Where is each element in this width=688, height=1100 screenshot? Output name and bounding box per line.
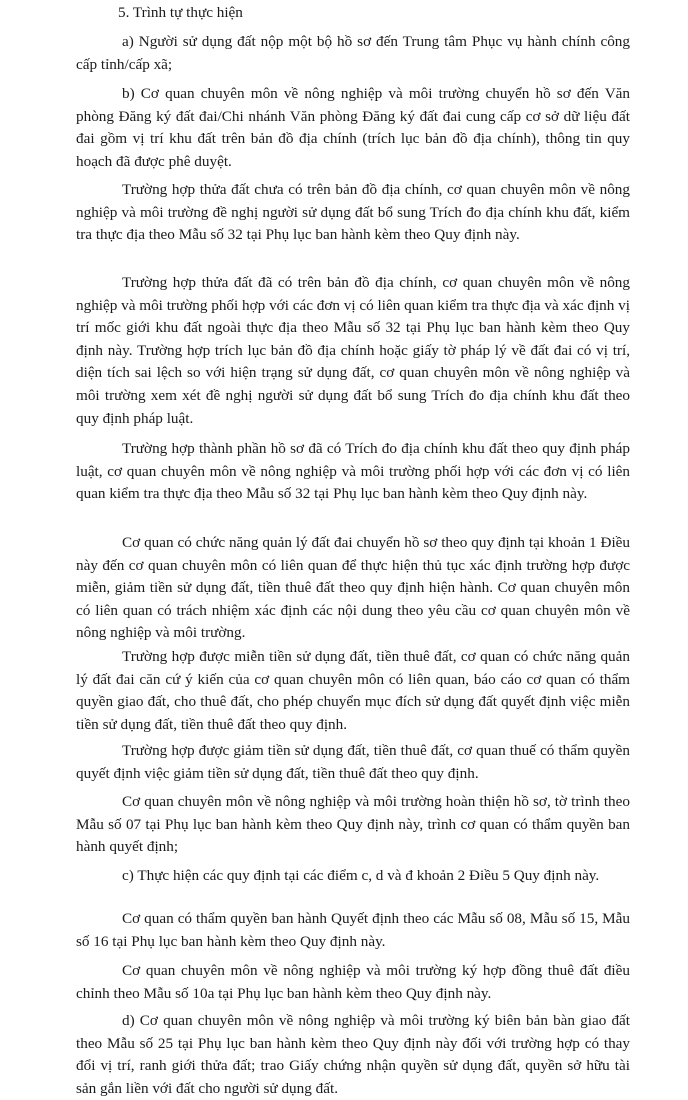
paragraph-land-agency: Cơ quan có chức năng quản lý đất đai chuyển hồ sơ theo quy định tại khoản 1 Điều này đến cơ quan chuyên môn có liên quan để thực hiện thủ tục xác định trường hợp được miễn, giảm tiền sử dụng đất, tiền thuê đất theo quy định hiện hành. Cơ quan chuyên môn có liên quan có trách nhiệm xác định các nội dung theo yêu cầu cơ quan chuyên môn về nông nghiệp và môi trường.	[76, 534, 630, 642]
paragraph-exemption: Trường hợp được miễn tiền sử dụng đất, tiền thuê đất, cơ quan có chức năng quản lý đất đai căn cứ ý kiến của cơ quan chuyên môn có liên quan, báo cáo cơ quan có thẩm quyền giao đất, cho thuê đất, cho phép chuyển mục đích sử dụng đất quyết định việc miễn tiền sử dụng đất, tiền thuê đất theo quy định.	[76, 648, 630, 733]
paragraph-c: c) Thực hiện các quy định tại các điểm c, d và đ khoản 2 Điều 5 Quy định này.	[122, 867, 600, 884]
paragraph-lease-contract: Cơ quan chuyên môn về nông nghiệp và môi trường ký hợp đồng thuê đất điều chỉnh theo Mẫu số 10a tại Phụ lục ban hành kèm theo Quy định này.	[76, 962, 630, 1002]
paragraph-b: b) Cơ quan chuyên môn về nông nghiệp và môi trường chuyển hồ sơ đến Văn phòng Đăng ký đất đai/Chi nhánh Văn phòng Đăng ký đất đai cung cấp cơ sở dữ liệu đất đai gồm vị trí khu đất trên bản đồ địa chính (trích lục bản đồ địa chính), thông tin quy hoạch đã được phê duyệt.	[76, 85, 630, 170]
paragraph-submission: Cơ quan chuyên môn về nông nghiệp và môi trường hoàn thiện hồ sơ, tờ trình theo Mẫu số 07 tại Phụ lục ban hành kèm theo Quy định này, trình cơ quan có thẩm quyền ban hành quyết định;	[76, 793, 630, 856]
paragraph-has-survey: Trường hợp thành phần hồ sơ đã có Trích đo địa chính khu đất theo quy định pháp luật, cơ quan chuyên môn về nông nghiệp và môi trường phối hợp với các đơn vị có liên quan kiểm tra thực địa theo Mẫu số 32 tại Phụ lục ban hành kèm theo Quy định này.	[76, 440, 630, 503]
paragraph-no-map: Trường hợp thửa đất chưa có trên bản đồ địa chính, cơ quan chuyên môn về nông nghiệp và môi trường đề nghị người sử dụng đất bổ sung Trích đo địa chính khu đất, kiểm tra thực địa theo Mẫu số 32 tại Phụ lục ban hành kèm theo Quy định này.	[76, 181, 630, 244]
paragraph-decision: Cơ quan có thẩm quyền ban hành Quyết định theo các Mẫu số 08, Mẫu số 15, Mẫu số 16 tại Phụ lục ban hành kèm theo Quy định này.	[76, 910, 630, 950]
section-heading: 5. Trình tự thực hiện	[118, 4, 243, 21]
paragraph-has-map: Trường hợp thửa đất đã có trên bản đồ địa chính, cơ quan chuyên môn về nông nghiệp và môi trường phối hợp với các đơn vị có liên quan kiểm tra thực địa và xác định vị trí mốc giới khu đất ngoài thực địa theo Mẫu số 32 tại Phụ lục ban hành kèm theo Quy định này. Trường hợp trích lục bản đồ địa chính hoặc giấy tờ pháp lý về đất đai có vị trí, diện tích sai lệch so với hiện trạng sử dụng đất, cơ quan chuyên môn về nông nghiệp và môi trường xem xét đề nghị người sử dụng đất bổ sung Trích đo địa chính khu đất theo quy định pháp luật.	[76, 274, 630, 427]
paragraph-d: d) Cơ quan chuyên môn về nông nghiệp và môi trường ký biên bản bàn giao đất theo Mẫu số 25 tại Phụ lục ban hành kèm theo Quy định này đối với trường hợp có thay đổi vị trí, ranh giới thửa đất; trao Giấy chứng nhận quyền sử dụng đất, quyền sở hữu tài sản gắn liền với đất cho người sử dụng đất.	[76, 1012, 630, 1097]
paragraph-a: a) Người sử dụng đất nộp một bộ hồ sơ đến Trung tâm Phục vụ hành chính công cấp tỉnh/cấp xã;	[76, 33, 630, 73]
paragraph-reduction: Trường hợp được giảm tiền sử dụng đất, tiền thuê đất, cơ quan thuế có thẩm quyền quyết định việc giảm tiền sử dụng đất, tiền thuê đất theo quy định.	[76, 742, 630, 782]
